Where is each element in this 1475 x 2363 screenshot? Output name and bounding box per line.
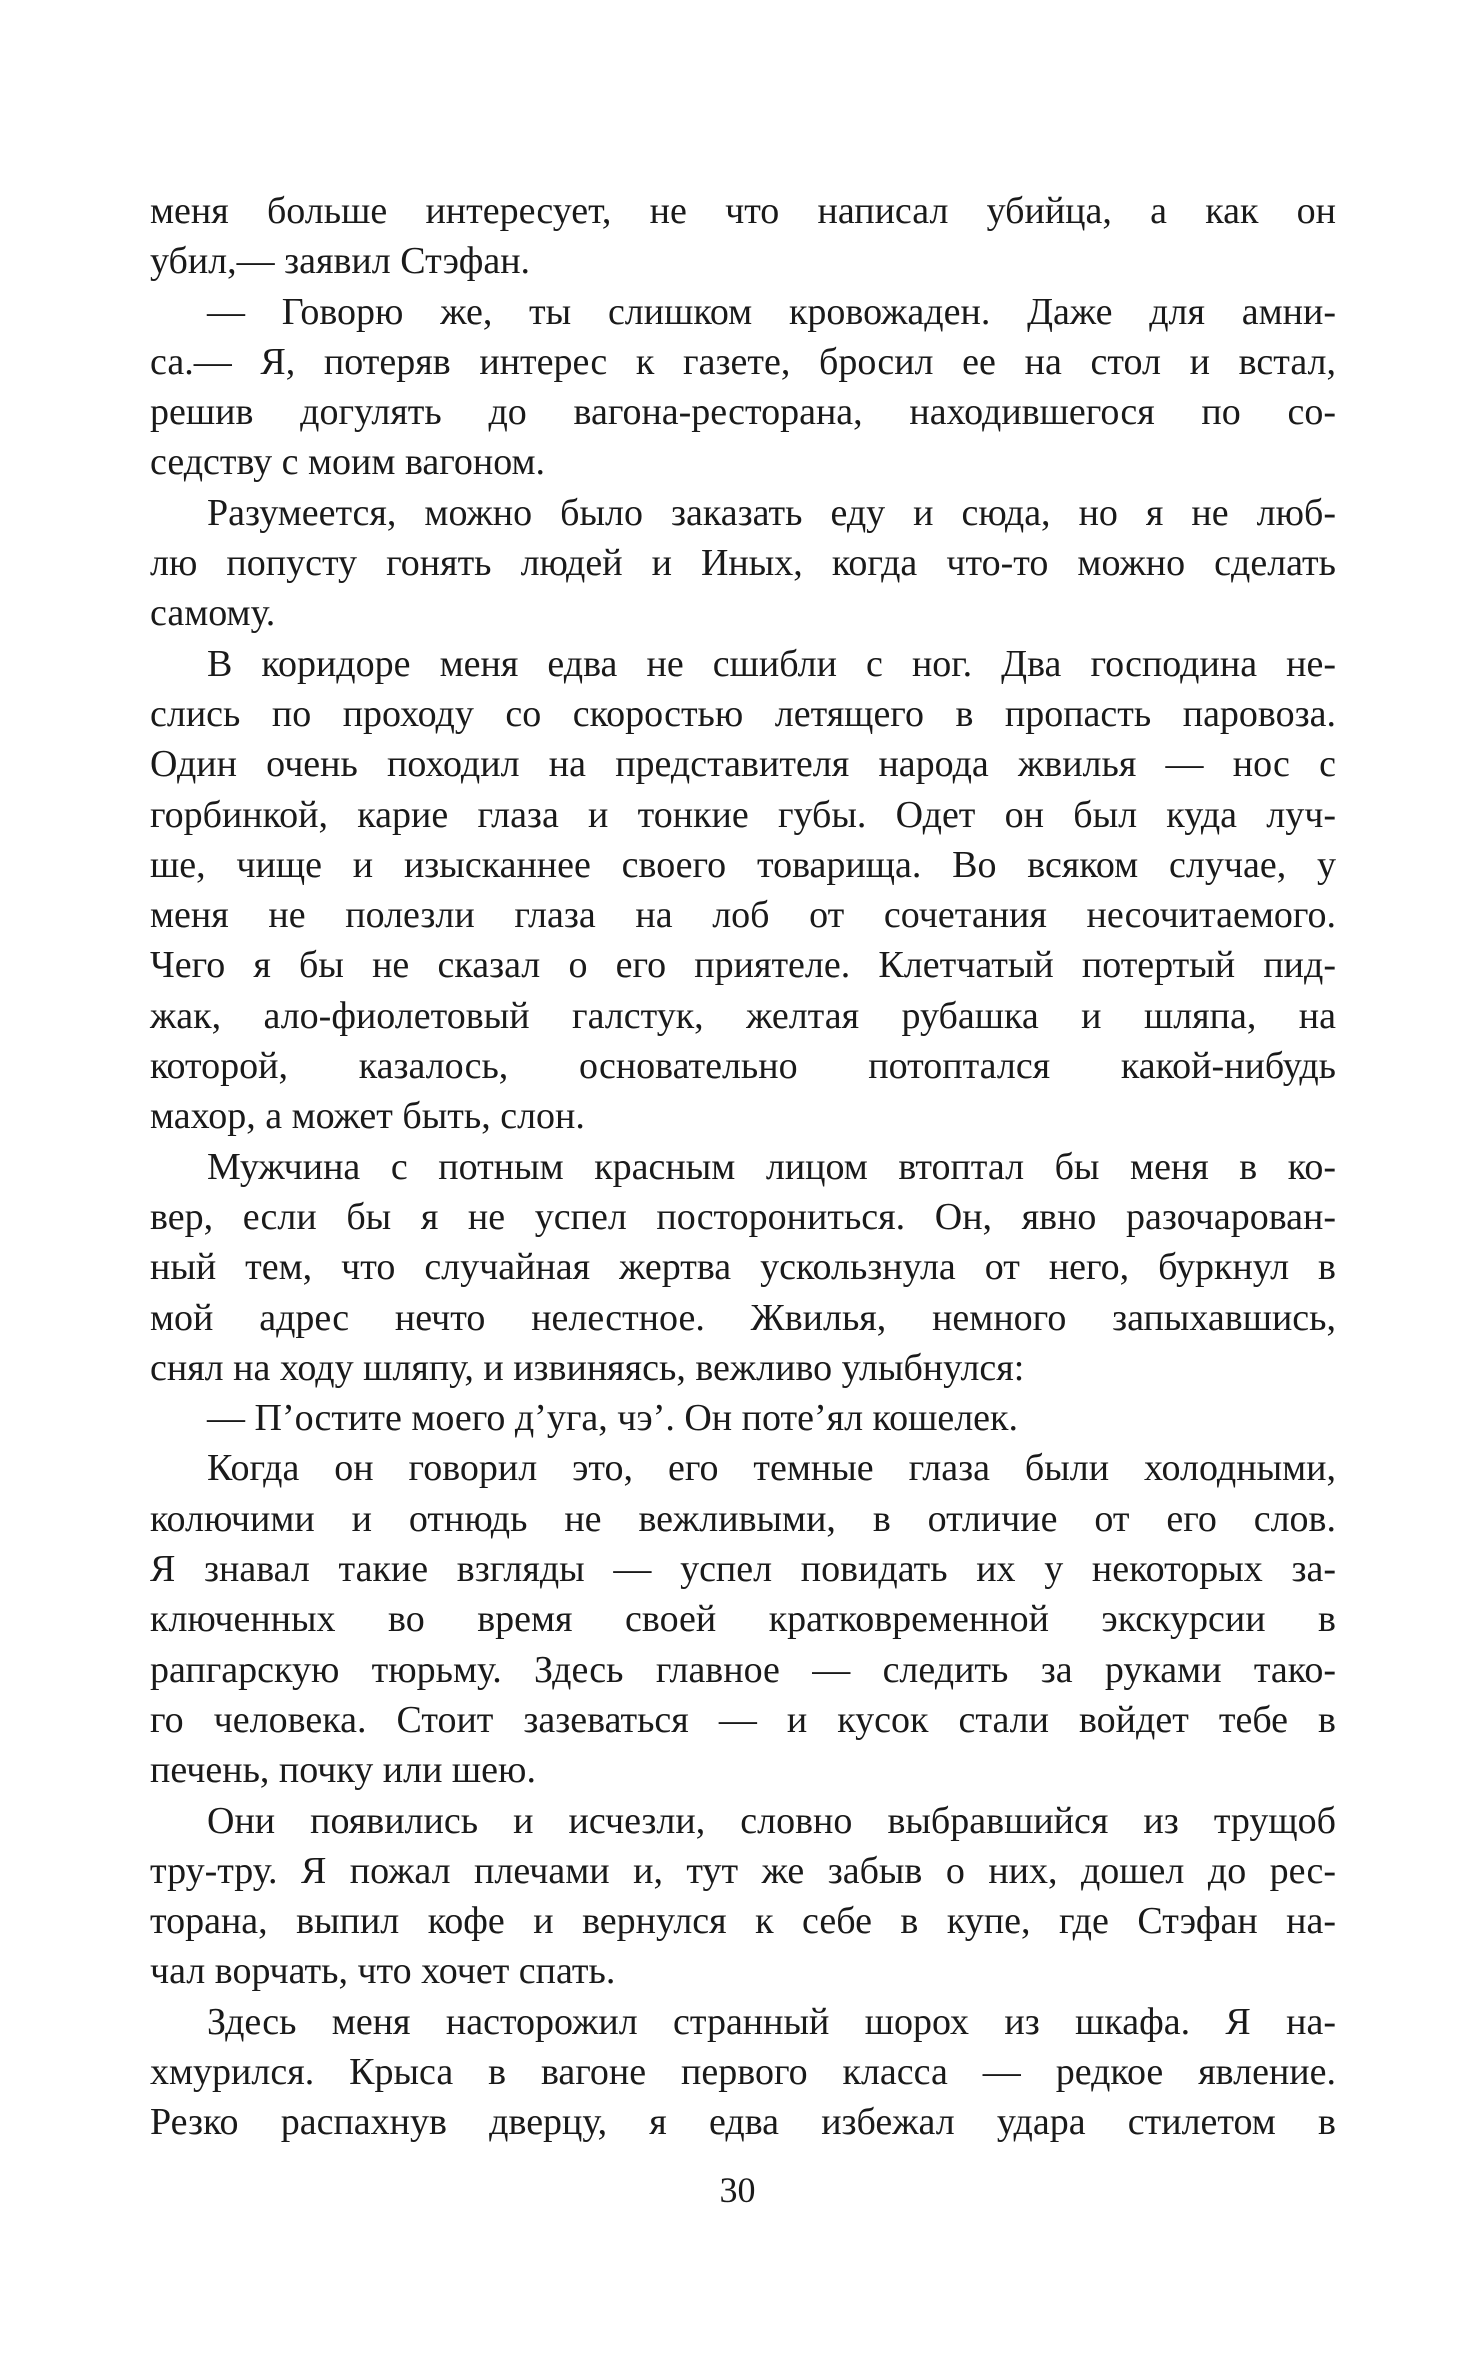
text-line: са.— Я, потеряв интерес к газете, бросил ее на стол и встал, [150, 340, 1336, 383]
text-line: Мужчина с потным красным лицом втоптал бы меня в ко- [207, 1145, 1336, 1188]
text-line: горбинкой, карие глаза и тонкие губы. Одет он был куда луч- [150, 793, 1336, 836]
text-line: Разумеется, можно было заказать еду и сюда, но я не люб- [207, 491, 1336, 534]
text-line: меня больше интересует, не что написал убийца, а как он [150, 190, 1336, 232]
text-line: — П’остите моего д’уга, чэ’. Он поте’ял кошелек. [207, 1397, 1018, 1440]
text-line: Чего я бы не сказал о его приятеле. Клетчатый потертый пид- [150, 944, 1336, 987]
body-text [150, 186, 1336, 2148]
text-line: Они появились и исчезли, словно выбравшийся из трущоб [207, 1799, 1336, 1842]
text-line: лю попусту гонять людей и Иных, когда что-то можно сделать [150, 542, 1336, 585]
text-line: которой, казалось, основательно потоптался какой-нибудь [150, 1045, 1336, 1088]
text-line: меня не полезли глаза на лоб от сочетания несочитаемого. [150, 894, 1336, 937]
text-line: колючими и отнюдь не вежливыми, в отличие от его слов. [150, 1497, 1336, 1540]
text-line: рапгарскую тюрьму. Здесь главное — следить за руками тако- [150, 1648, 1336, 1691]
text-line: самому. [150, 592, 276, 635]
text-line: В коридоре меня едва не сшибли с ног. Два господина не- [207, 642, 1336, 685]
text-line: ше, чище и изысканнее своего товарища. Во всяком случае, у [150, 843, 1336, 886]
text-line: вер, если бы я не успел посторониться. Он, явно разочарован- [150, 1195, 1336, 1238]
page-number: 30 [719, 2170, 756, 2210]
text-line: торана, выпил кофе и вернулся к себе в купе, где Стэфан на- [150, 1900, 1336, 1943]
text-line: мой адрес нечто нелестное. Жвилья, немного запыхавшись, [150, 1296, 1336, 1339]
text-line: Здесь меня насторожил странный шорох из шкафа. Я на- [207, 2000, 1336, 2043]
text-line: Я знавал такие взгляды — успел повидать их у некоторых за- [150, 1548, 1336, 1591]
text-line: го человека. Стоит зазеваться — и кусок стали войдет тебе в [150, 1698, 1336, 1741]
text-line: Один очень походил на представителя народа жвилья — нос с [150, 743, 1336, 786]
text-line: убил,— заявил Стэфан. [150, 240, 531, 283]
text-line: решив догулять до вагона-ресторана, находившегося по со- [150, 391, 1336, 434]
text-line: чал ворчать, что хочет спать. [150, 1950, 616, 1993]
text-line: слись по проходу со скоростью летящего в пропасть паровоза. [150, 692, 1336, 735]
text-line: Когда он говорил это, его темные глаза были холодными, [207, 1447, 1336, 1490]
text-line: печень, почку или шею. [150, 1749, 536, 1792]
text-line: махор, а может быть, слон. [150, 1095, 585, 1138]
text-line: жак, ало-фиолетовый галстук, желтая рубашка и шляпа, на [150, 994, 1336, 1037]
text-line: ключенных во время своей кратковременной экскурсии в [150, 1598, 1336, 1641]
text-line: седству с моим вагоном. [150, 441, 546, 484]
text-line: Резко распахнув дверцу, я едва избежал удара стилетом в [150, 2101, 1336, 2144]
text-line: снял на ходу шляпу, и извиняясь, вежливо улыбнулся: [150, 1346, 1025, 1389]
text-line: — Говорю же, ты слишком кровожаден. Даже для амни- [207, 290, 1336, 333]
text-line: тру-тру. Я пожал плечами и, тут же забыв о них, дошел до рес- [150, 1849, 1336, 1892]
text-line: хмурился. Крыса в вагоне первого класса — редкое явление. [150, 2050, 1336, 2093]
text-line: ный тем, что случайная жертва ускользнула от него, буркнул в [150, 1246, 1336, 1289]
